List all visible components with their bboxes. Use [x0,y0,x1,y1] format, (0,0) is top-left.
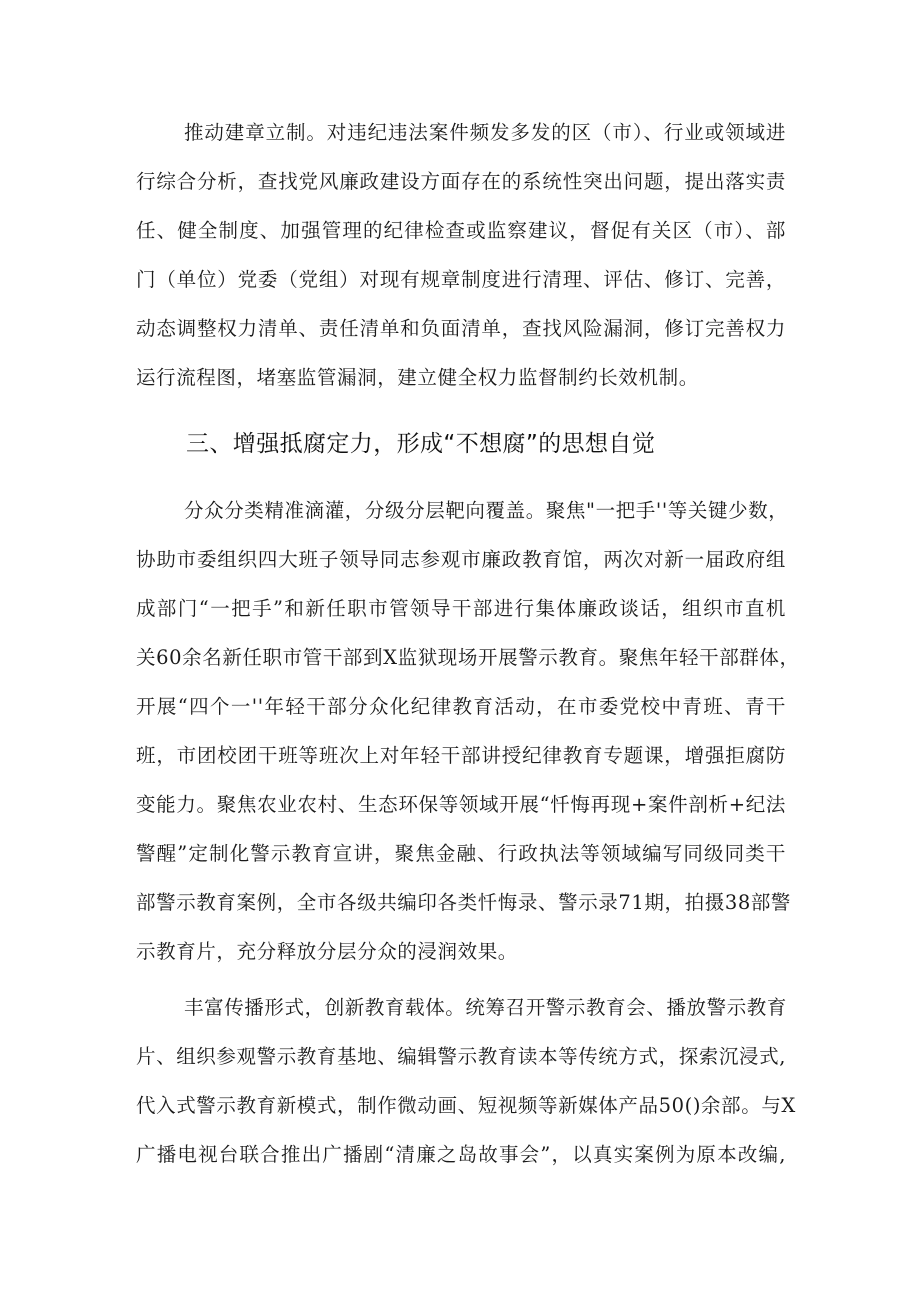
text-line: 分众分类精准滴灌，分级分层靶向覆盖。聚焦"一把手''等关键少数， [184,499,789,522]
text-line: 门（单位）党委（党组）对现有规章制度进行清理、评估、修订、完善， [136,268,786,291]
text-line: 丰富传播形式，创新教育载体。统筹召开警示教育会、播放警示教育 [184,996,788,1019]
text-line: 推动建章立制。对违纪违法案件频发多发的区（市）、行业或领域进 [184,121,786,144]
text-line: 开展“四个一''年轻干部分众化纪律教育活动，在市委党校中青班、青干 [136,695,786,718]
paragraph-communication-forms [136,983,796,1179]
text-line: 运行流程图，堵塞监管漏洞，建立健全权力监督制约长效机制。 [136,366,699,389]
text-line: 协助市委组织四大班子领导同志参观市廉政教育馆，两次对新一届政府组 [136,548,786,571]
text-line: 部警示教育案例，全市各级共编印各类忏悔录、警示录71期，拍摄38部警 [136,891,792,914]
text-line: 动态调整权力清单、责任清单和负面清单，查找风险漏洞，修订完善权力 [136,317,786,340]
text-line: 成部门“一把手”和新任职市管领导干部进行集体廉政谈话，组织市直机 [136,597,786,620]
paragraph-targeted-education [136,486,800,976]
text-line: 变能力。聚焦农业农村、生态环保等领域开展“忏悔再现+案件剖析+纪法 [136,793,786,816]
text-line: 班，市团校团干班等班次上对年轻干部讲授纪律教育专题课，增强拒腐防 [136,744,786,767]
text-line: 代入式警示教育新模式，制作微动画、短视频等新媒体产品50()余部。与X [136,1094,796,1117]
text-line: 广播电视台联合推出广播剧“清廉之岛故事会”，以真实案例为原本改编, [136,1143,786,1166]
text-line: 警醒”定制化警示教育宣讲，聚焦金融、行政执法等领域编写同级同类干 [136,842,786,865]
text-line: 任、健全制度、加强管理的纪律检查或监察建议，督促有关区（市）、部 [136,219,786,242]
text-line: 片、组织参观警示教育基地、编辑警示教育读本等传统方式，探索沉浸式, [136,1045,786,1068]
section-heading: 三、增强抵腐定力，形成“不想腐”的思想自觉 [186,431,656,457]
paragraph-build-rules [136,108,786,402]
text-line: 行综合分析，查找党风廉政建设方面存在的系统性突出问题，提出落实责 [136,170,786,193]
text-line: 示教育片，充分释放分层分众的浸润效果。 [136,940,518,963]
text-line: 关60余名新任职市管干部到X监狱现场开展警示教育。聚焦年轻干部群体， [136,646,800,669]
